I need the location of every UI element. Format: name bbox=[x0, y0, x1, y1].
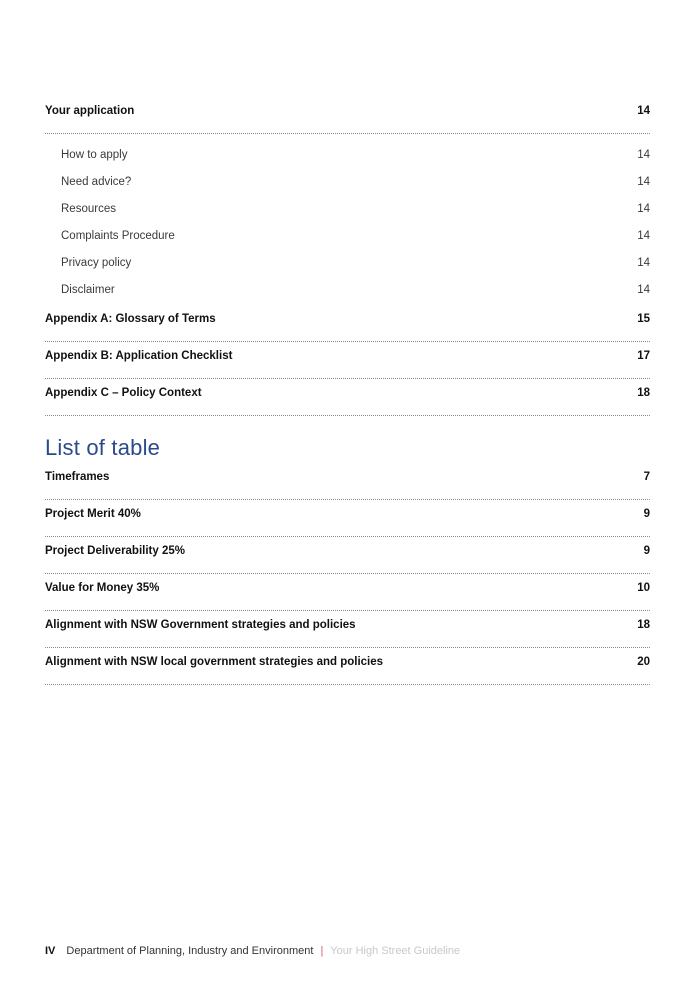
toc-entry-privacy-policy[interactable] bbox=[45, 251, 650, 278]
footer-department: Department of Planning, Industry and Environment bbox=[66, 945, 314, 957]
toc-entry-label: Privacy policy bbox=[61, 257, 132, 269]
toc-entry-page: 18 bbox=[637, 387, 650, 399]
list-of-table bbox=[45, 463, 650, 685]
toc-entry-page: 14 bbox=[637, 284, 650, 296]
table-entry-label: Project Merit 40% bbox=[45, 508, 141, 520]
toc-entry-label: Resources bbox=[61, 203, 116, 215]
toc-entry-label: Appendix A: Glossary of Terms bbox=[45, 313, 216, 325]
table-of-contents bbox=[45, 97, 650, 416]
toc-entry-your-application[interactable] bbox=[45, 97, 650, 134]
table-entry-label: Alignment with NSW Government strategies and policies bbox=[45, 619, 356, 631]
table-entry-page: 9 bbox=[643, 508, 650, 520]
toc-entry-complaints-procedure[interactable] bbox=[45, 224, 650, 251]
table-entry-label: Alignment with NSW local government strategies and policies bbox=[45, 656, 384, 668]
toc-entry-page: 14 bbox=[637, 257, 650, 269]
toc-entry-page: 14 bbox=[637, 176, 650, 188]
toc-entry-page: 14 bbox=[637, 203, 650, 215]
table-entry-nsw-local-government-alignment[interactable] bbox=[45, 648, 650, 685]
table-entry-page: 18 bbox=[637, 619, 650, 631]
table-entry-project-deliverability[interactable] bbox=[45, 537, 650, 574]
table-entry-page: 10 bbox=[637, 582, 650, 594]
toc-entry-appendix-b[interactable] bbox=[45, 342, 650, 379]
table-entry-project-merit[interactable] bbox=[45, 500, 650, 537]
toc-entry-label: Need advice? bbox=[61, 176, 132, 188]
table-entry-label: Timeframes bbox=[45, 471, 110, 483]
toc-entry-label: How to apply bbox=[61, 149, 128, 161]
footer-page-number: IV bbox=[45, 945, 56, 957]
toc-entry-label: Appendix B: Application Checklist bbox=[45, 350, 233, 362]
table-entry-page: 7 bbox=[643, 471, 650, 483]
table-entry-page: 9 bbox=[643, 545, 650, 557]
table-entry-nsw-government-alignment[interactable] bbox=[45, 611, 650, 648]
toc-entry-page: 15 bbox=[637, 313, 650, 325]
toc-entry-need-advice[interactable] bbox=[45, 170, 650, 197]
toc-entry-disclaimer[interactable] bbox=[45, 278, 650, 305]
toc-entry-how-to-apply[interactable] bbox=[45, 143, 650, 170]
toc-entry-label: Disclaimer bbox=[61, 284, 115, 296]
table-entry-value-for-money[interactable] bbox=[45, 574, 650, 611]
toc-entry-resources[interactable] bbox=[45, 197, 650, 224]
toc-entry-appendix-c[interactable] bbox=[45, 379, 650, 416]
toc-entry-page: 14 bbox=[637, 230, 650, 242]
toc-entry-label: Appendix C – Policy Context bbox=[45, 387, 202, 399]
page-footer bbox=[45, 945, 460, 957]
footer-document-title: Your High Street Guideline bbox=[330, 945, 461, 957]
toc-entry-page: 14 bbox=[637, 105, 650, 117]
toc-entry-appendix-a[interactable] bbox=[45, 305, 650, 342]
toc-entry-label: Complaints Procedure bbox=[61, 230, 175, 242]
toc-entry-page: 17 bbox=[637, 350, 650, 362]
table-entry-timeframes[interactable] bbox=[45, 463, 650, 500]
toc-entry-page: 14 bbox=[637, 149, 650, 161]
list-of-table-heading: List of table bbox=[45, 435, 161, 460]
table-entry-label: Value for Money 35% bbox=[45, 582, 160, 594]
footer-separator: | bbox=[320, 945, 324, 957]
toc-entry-label: Your application bbox=[45, 105, 135, 117]
table-entry-page: 20 bbox=[637, 656, 650, 668]
table-entry-label: Project Deliverability 25% bbox=[45, 545, 185, 557]
